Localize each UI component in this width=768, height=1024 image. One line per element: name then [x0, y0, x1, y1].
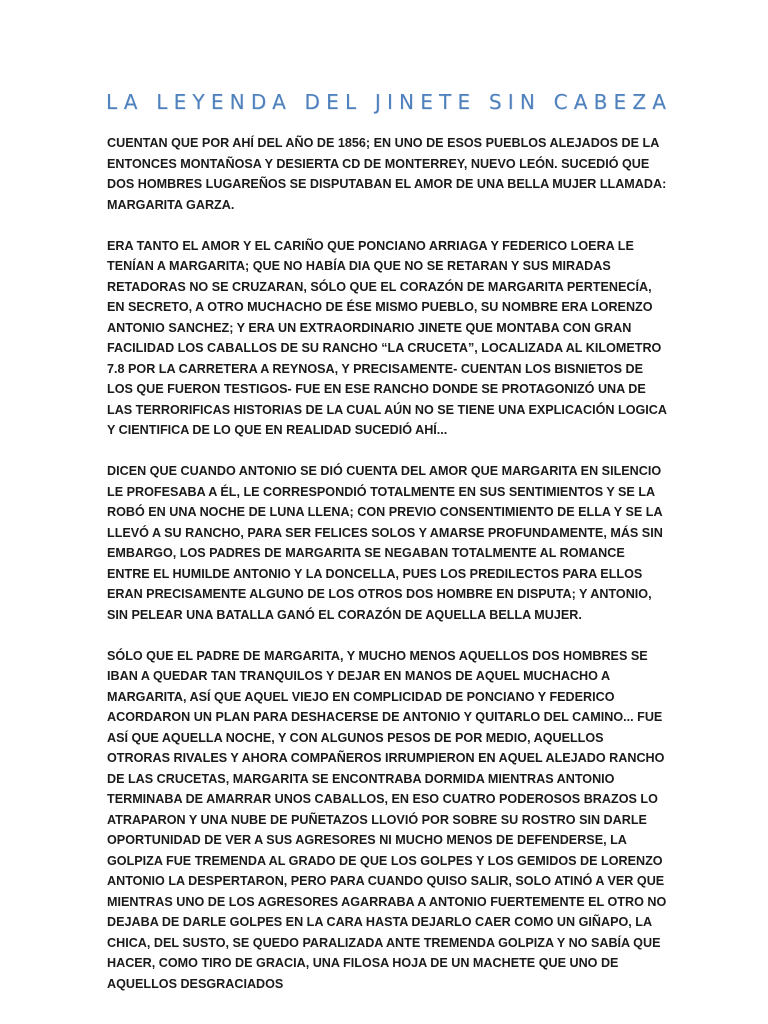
paragraph-4: SÓLO QUE EL PADRE DE MARGARITA, Y MUCHO MENOS AQUELLOS DOS HOMBRES SE IBAN A QUEDAR TAN TRANQUILOS Y DEJAR EN MANOS DE AQUEL MUCHACHO A MARGARITA, ASÍ QUE AQUEL VIEJO EN COMPLICIDAD DE PONCIANO Y FEDERICO ACORDARON UN PLAN PARA DESHACERSE DE ANTONIO Y QUITARLO DEL CAMINO... FUE ASÍ QUE AQUELLA NOCHE, Y CON ALGUNOS PESOS DE POR MEDIO, AQUELLOS OTRORAS RIVALES Y AHORA COMPAÑEROS IRRUMPIERON EN AQUEL ALEJADO RANCHO DE LAS CRUCETAS, MARGARITA SE ENCONTRABA DORMIDA MIENTRAS ANTONIO TERMINABA DE AMARRAR UNOS CABALLOS, EN ESO CUATRO PODEROSOS BRAZOS LO ATRAPARON Y UNA NUBE DE PUÑETAZOS LLOVIÓ POR SOBRE SU ROSTRO SIN DARLE OPORTUNIDAD DE VER A SUS AGRESORES NI MUCHO MENOS DE DEFENDERSE, LA GOLPIZA FUE TREMENDA AL GRADO DE QUE LOS GOLPES Y LOS GEMIDOS DE LORENZO ANTONIO LA DESPERTARON, PERO PARA CUANDO QUISO SALIR, SOLO ATINÓ A VER QUE MIENTRAS UNO DE LOS AGRESORES AGARRABA A ANTONIO FUERTEMENTE EL OTRO NO DEJABA DE DARLE GOLPES EN LA CARA HASTA DEJARLO CAER COMO UN GIÑAPO, LA CHICA, DEL SUSTO, SE QUEDO PARALIZADA ANTE TREMENDA GOLPIZA Y NO SABÍA QUE HACER, COMO TIRO DE GRACIA, UNA FILOSA HOJA DE UN MACHETE QUE UNO DE AQUELLOS DESGRACIADOS — [107, 648, 667, 991]
paragraph-1: CUENTAN QUE POR AHÍ DEL AÑO DE 1856; EN UNO DE ESOS PUEBLOS ALEJADOS DE LA ENTONCES MONTAÑOSA Y DESIERTA CD DE MONTERREY, NUEVO LEÓN. SUCEDIÓ QUE DOS HOMBRES LUGAREÑOS SE DISPUTABAN EL AMOR DE UNA BELLA MUJER LLAMADA: MARGARITA GARZA. — [107, 136, 667, 212]
paragraph-2: ERA TANTO EL AMOR Y EL CARIÑO QUE PONCIANO ARRIAGA Y FEDERICO LOERA LE TENÍAN A MARGARITA; QUE NO HABÍA DIA QUE NO SE RETARAN Y SUS MIRADAS RETADORAS NO SE CRUZARAN, SÓLO QUE EL CORAZÓN DE MARGARITA PERTENECÍA, EN SECRETO, A OTRO MUCHACHO DE ÉSE MISMO PUEBLO, SU NOMBRE ERA LORENZO ANTONIO SANCHEZ; Y ERA UN EXTRAORDINARIO JINETE QUE MONTABA CON GRAN FACILIDAD LOS CABALLOS DE SU RANCHO “LA CRUCETA”, LOCALIZADA AL KILOMETRO 7.8 POR LA CARRETERA A REYNOSA, Y PRECISAMENTE- CUENTAN LOS BISNIETOS DE LOS QUE FUERON TESTIGOS- FUE EN ESE RANCHO DONDE SE PROTAGONIZÓ UNA DE LAS TERRORIFICAS HISTORIAS DE LA CUAL AÚN NO SE TIENE UNA EXPLICACIÓN LOGICA Y CIENTIFICA DE LO QUE EN REALIDAD SUCEDIÓ AHÍ... — [107, 238, 667, 437]
paragraph-3: DICEN QUE CUANDO ANTONIO SE DIÓ CUENTA DEL AMOR QUE MARGARITA EN SILENCIO LE PROFESABA A ÉL, LE CORRESPONDIÓ TOTALMENTE EN SUS SENTIMIENTOS Y SE LA ROBÓ EN UNA NOCHE DE LUNA LLENA; CON PREVIO CONSENTIMIENTO DE ELLA Y SE LA LLEVÓ A SU RANCHO, PARA SER FELICES SOLOS Y AMARSE PROFUNDAMENTE, MÁS SIN EMBARGO, LOS PADRES DE MARGARITA SE NEGABAN TOTALMENTE AL ROMANCE ENTRE EL HUMILDE ANTONIO Y LA DONCELLA, PUES LOS PREDILECTOS PARA ELLOS ERAN PRECISAMENTE ALGUNO DE LOS OTROS DOS HOMBRE EN DISPUTA; Y ANTONIO, SIN PELEAR UNA BATALLA GANÓ EL CORAZÓN DE AQUELLA BELLA MUJER. — [107, 464, 663, 622]
document-title: LA LEYENDA DEL JINETE SIN CABEZA — [106, 90, 673, 114]
document-body — [107, 133, 667, 994]
